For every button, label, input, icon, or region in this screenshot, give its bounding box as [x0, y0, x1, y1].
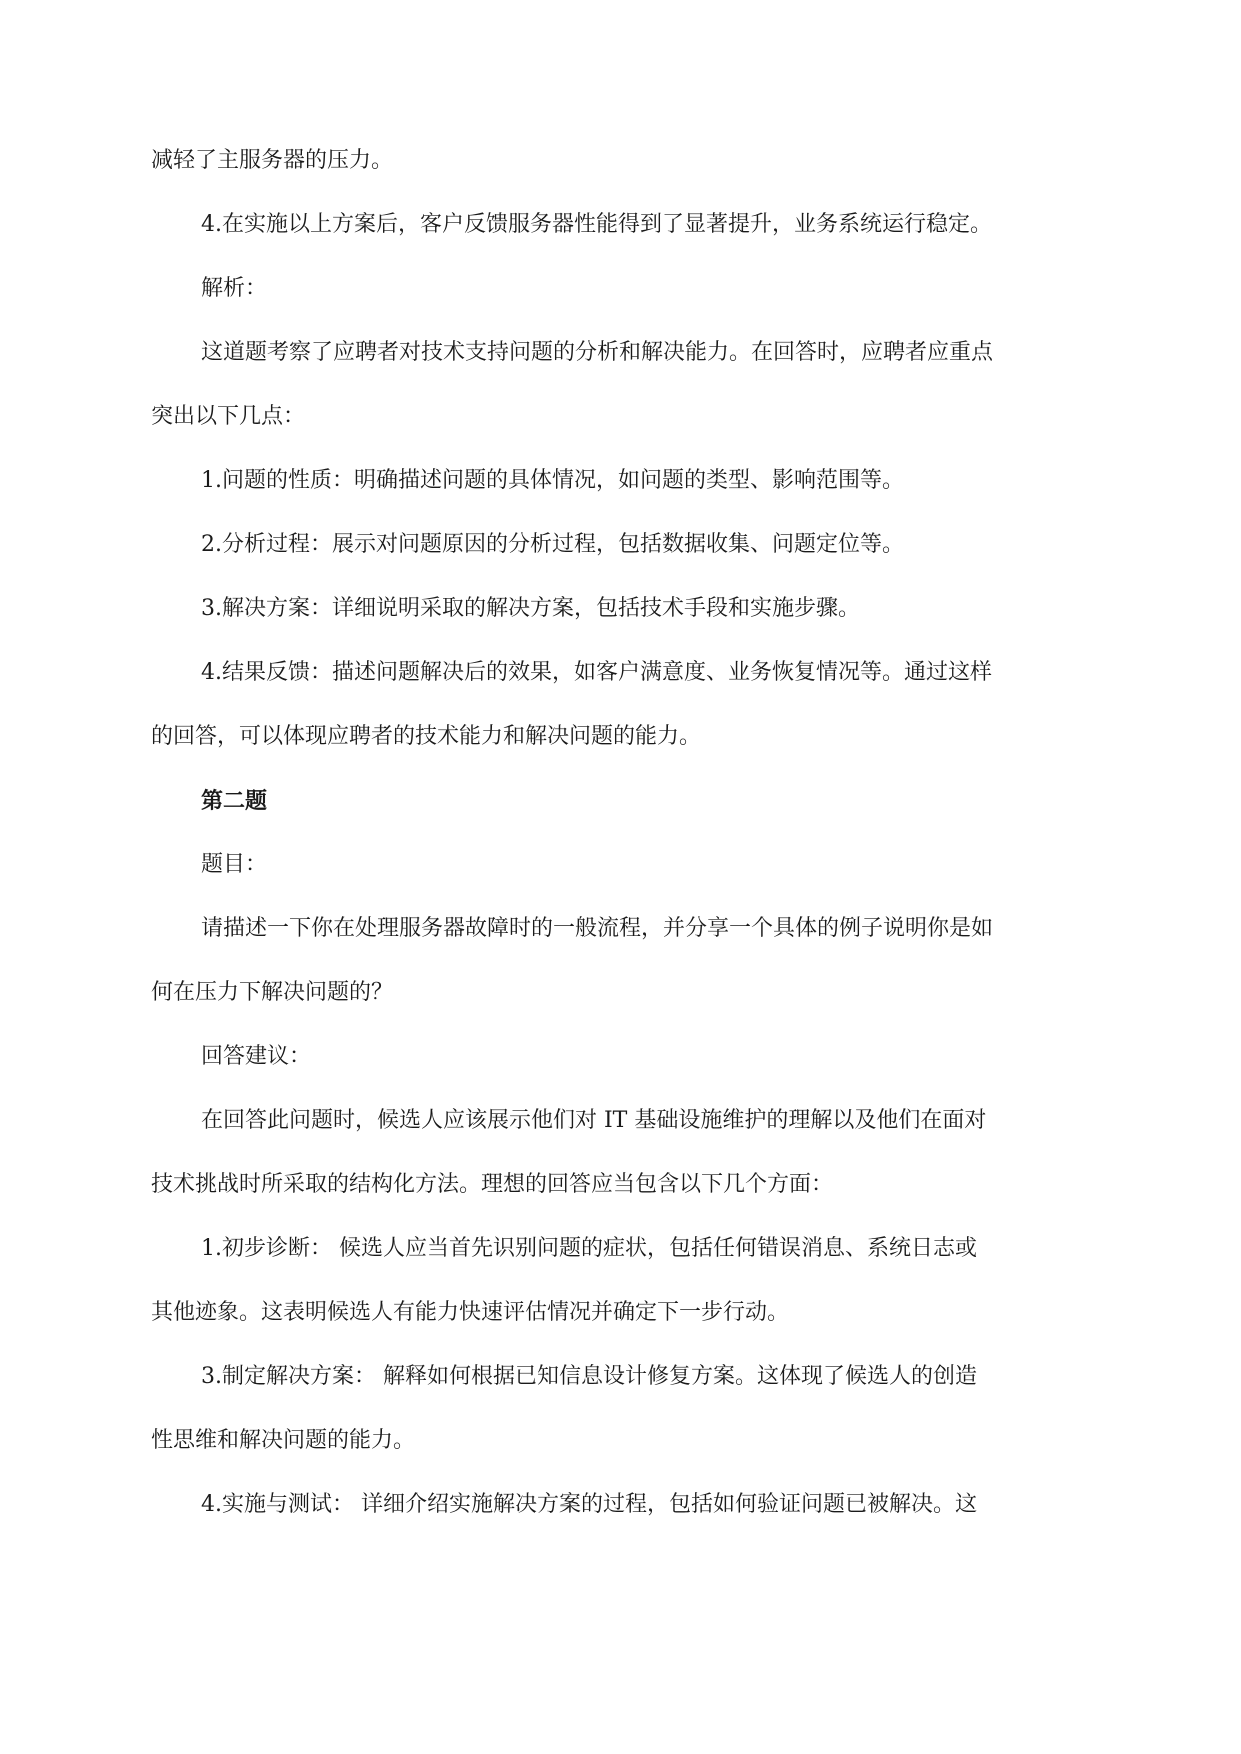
paragraph-line: 4.结果反馈：描述问题解决后的效果，如客户满意度、业务恢复情况等。通过这样 — [201, 660, 992, 685]
paragraph-line: 1.问题的性质：明确描述问题的具体情况，如问题的类型、影响范围等。 — [201, 468, 904, 493]
paragraph-line: 4.在实施以上方案后，客户反馈服务器性能得到了显著提升，业务系统运行稳定。 — [201, 212, 992, 237]
paragraph-line: 4.实施与测试： 详细介绍实施解决方案的过程，包括如何验证问题已被解决。这 — [201, 1492, 977, 1517]
paragraph-line: 减轻了主服务器的压力。 — [151, 148, 394, 173]
paragraph-line: 解析： — [201, 276, 268, 301]
paragraph-line: 3.制定解决方案： 解释如何根据已知信息设计修复方案。这体现了候选人的创造 — [201, 1364, 977, 1389]
paragraph-line: 回答建议： — [201, 1044, 312, 1069]
document-body — [151, 146, 1086, 1520]
paragraph-line: 技术挑战时所采取的结构化方法。理想的回答应当包含以下几个方面： — [151, 1172, 834, 1197]
paragraph-line: 性思维和解决问题的能力。 — [151, 1428, 416, 1453]
paragraph-line: 2.分析过程：展示对问题原因的分析过程，包括数据收集、问题定位等。 — [201, 532, 904, 557]
paragraph-line: 这道题考察了应聘者对技术支持问题的分析和解决能力。在回答时，应聘者应重点 — [201, 340, 994, 365]
paragraph-line: 何在压力下解决问题的？ — [151, 980, 394, 1005]
paragraph-line: 的回答，可以体现应聘者的技术能力和解决问题的能力。 — [151, 724, 702, 749]
paragraph-line: 在回答此问题时，候选人应该展示他们对 IT 基础设施维护的理解以及他们在面对 — [201, 1108, 987, 1133]
paragraph-line: 请描述一下你在处理服务器故障时的一般流程，并分享一个具体的例子说明你是如 — [201, 916, 994, 941]
section-heading: 第二题 — [201, 788, 268, 814]
paragraph-line: 3.解决方案：详细说明采取的解决方案，包括技术手段和实施步骤。 — [201, 596, 860, 621]
paragraph-line: 突出以下几点： — [151, 404, 306, 429]
paragraph-line: 其他迹象。这表明候选人有能力快速评估情况并确定下一步行动。 — [151, 1300, 790, 1325]
paragraph-line: 1.初步诊断： 候选人应当首先识别问题的症状，包括任何错误消息、系统日志或 — [201, 1236, 977, 1261]
paragraph-line: 题目： — [201, 852, 268, 877]
